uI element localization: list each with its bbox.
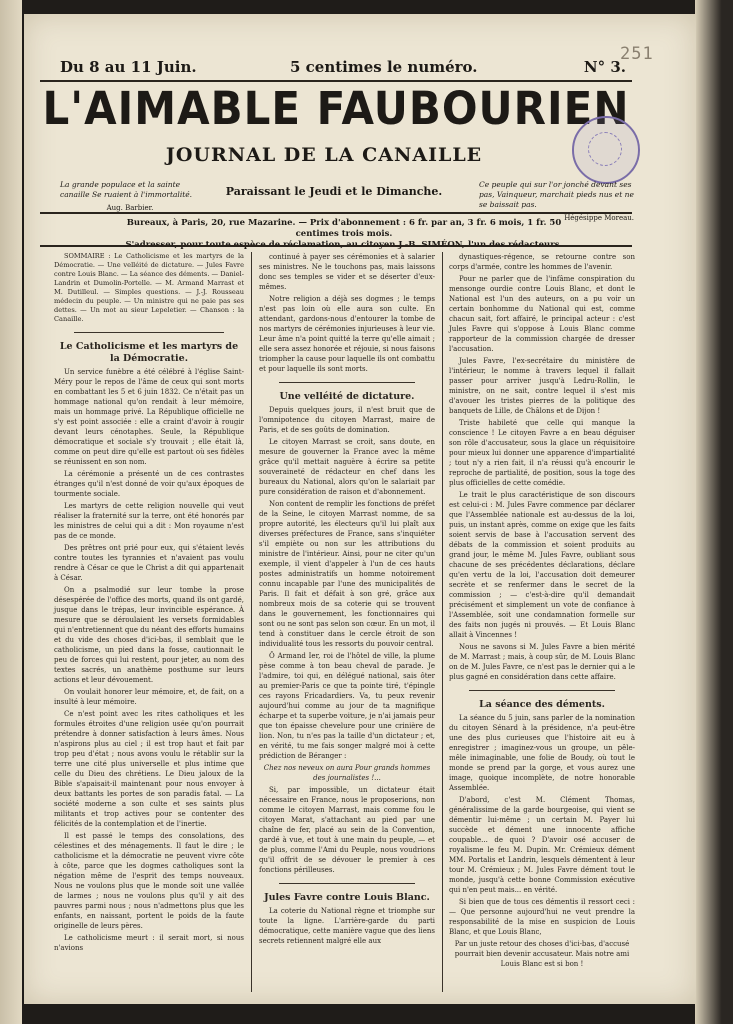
paragraph: dynastiques-régence, se retourne contre son corps d'armée, contre les hommes de l'avenir.	[449, 253, 635, 271]
separator	[279, 382, 415, 383]
newspaper-page	[24, 14, 696, 1004]
folio-number: 251	[620, 44, 654, 64]
column-3	[449, 252, 635, 971]
paragraph: Triste habileté que celle qui manque la conscience ! Le citoyen Favre a en beau déguiser son rôle d'accusateur, sous la glace un réquisitoire pour mieux lui donner une apparence d'impartialité ; tout n'y a rien fait, il n'a réussi qu'à encourir le reproche de partialité, de position, sous la toge des plus officielles de cette comédie.	[449, 419, 635, 487]
paragraph: Des prêtres ont prié pour eux, qui s'étaient levés contre toutes les tyrannies et n'avaient pas voulu rendre à César ce que le Christ a dit qui appartenait à César.	[54, 544, 244, 582]
separator	[279, 883, 415, 884]
sommaire: SOMMAIRE : Le Catholicisme et les martyrs de la Démocratie. — Une velléité de dictature. — Jules Favre contre Louis Blanc. — La séance des déments. — Daniel-Landrin et Dumolin-Portelle. — M. Armand Marrast et M. Dutilleul. — Simples questions. — J.-J. Rousseau médecin du peuple. — Un ministre qui ne paie pas ses dettes. — Un mot au sieur Lepeletier. — Chanson : la Canaille.	[54, 252, 245, 323]
paragraph: La coterie du National règne et triomphe sur toute la ligne. L'arrière-garde du parti démocratique, cette manière vague que des liens secrets retiennent malgré elle aux	[259, 907, 435, 945]
column-divider-1	[251, 252, 252, 992]
closing-lines: Par un juste retour des choses d'ici-bas, d'accusé pourrait bien devenir accusateur. Mais notre ami Louis Blanc est si bon !	[454, 940, 630, 968]
epigraph-left	[60, 180, 200, 213]
masthead-rule	[40, 212, 632, 214]
paragraph: Non content de remplir les fonctions de préfet de la Seine, le citoyen Marrast nomme, de sa propre autorité, les électeurs qu'il lui plaît aux diverses préfectures de France, sans s'inquiéter s'il empiète ou non sur les attributions du ministre de l'intérieur. Ainsi, pour ne citer qu'un exemple, il vient d'appeler à l'un de ces hauts postes administratifs un homme notoirement connu incapable par l'une des municipalités de Paris. Il fait et défait à son gré, grâce aux nombreux mois de sa coterie qui se trouvent dans le gouvernement, les fonctionnaires qui sont ou ne sont pas selon son cœur. En un mot, il tend à constituer dans le cercle étroit de son individualité tous les ressorts du pouvoir central.	[259, 500, 435, 648]
paragraph: La séance du 5 juin, sans parler de la nomination du citoyen Sénard à la présidence, n'a peut-être une des plus curieuses que l'histoire ait eu à enregistrer ; imaginez-vous un groupe, un pêle-mêle inimaginable, une folie de Boudy, où tout le monde se prend par la gorge, et vous aurez une image, quoique incomplète, de notre honorable Assemblée.	[449, 714, 635, 792]
paragraph: On voulait honorer leur mémoire, et, de fait, on a insulté à leur mémoire.	[54, 688, 244, 706]
article-heading-dements: La séance des déments.	[479, 699, 605, 710]
paragraph: Nous ne savons si M. Jules Favre a bien mérité de M. Marrast ; mais, à coup sûr, de M. Louis Blanc on de M. Jules Favre, ce n'est pas le dernier qui a le plus gagné en considération dans cette affaire.	[449, 643, 635, 681]
body-rule	[40, 245, 632, 247]
dateline	[60, 58, 626, 78]
paragraph: Si, par impossible, un dictateur était nécessaire en France, nous le proposerions, non comme le citoyen Marrast, mais comme fou le citoyen Marat, s'attachant au pied par une chaîne de fer, placé au sein de la Convention, gardé à vue, et tout à une main du peuple, — et de plus, comme l'Ami du Peuple, nous voudrions qu'il offrit de se dévouer le premier à ces fonctions périlleuses.	[259, 786, 435, 874]
paragraph: On a psalmodié sur leur tombe la prose désespérée de l'office des morts, quand ils ont gardé, jusque dans le trépas, leur invincible espérance. À mesure que se déroulaient les versets formidables qui n'entretiennent que du néant des efforts humains et du vide des choses d'ici-bas, il semblait que le catholicisme, un pied dans la fosse, cautionnait le peu de forces qui lui restent, pour jeter, au nom des textes sacrés, un anathème posthume sur leurs actions et leur dévouement.	[54, 586, 244, 684]
publication-days: Paraissant le Jeudi et le Dimanche.	[225, 185, 443, 198]
paragraph: Ô Armand Ier, roi de l'hôtel de ville, la plume pèse comme à ton beau cheval de parade. Je l'admire, toi qui, en délégué national, sais ôter au premier-Paris ce que ta pointe tiré, t'épingle ces rayons Fricadardiers. Va, tu peux revenir aujourd'hui comme au jour de ta magnifique écharpe et ta superbe voiture, je n'ai jamais peur que ton épaisse chevelure pour une crinière de lion. Non, tu n'es pas la taille d'un dictateur ; et, en vérité, tu me fais songer malgré moi à cette prédiction de Béranger :	[259, 652, 435, 760]
paragraph: Le catholicisme meurt : il serait mort, si nous n'avions	[54, 934, 244, 952]
page-edge	[695, 0, 733, 1024]
paragraph: Ce n'est point avec les rites catholiques et les formules étroites d'une religion usée qu'on pourrait prétendre à donner satisfaction à leurs âmes. Nous n'aspirons plus au ciel ; il est trop haut et fait par trop peu d'état ; nous avons voulu le rétablir sur la terre une cité plus universelle et plus intime que celle du Dieu des chrétiens. Le Dieu jaloux de la Bible s'apaisait-il maintenant pour nous envoyer à deux battants les portes de son paradis fatal. — La société moderne a son culte et ses saints plus militants et trop actives pour se contenter des félicités de la contemplation et de l'inertie.	[54, 710, 244, 828]
epigraph-left-text: La grande populace et la sainte canaille Se ruaient à l'immortalité.	[60, 180, 193, 199]
subscription-line-2: S'adresser, pour toute espèce de réclamation, au citoyen J.-B. SIMÉON, l'un des rédacteurs.	[125, 240, 563, 250]
paragraph: Si bien que de tous ces démentis il ressort ceci : — Que personne aujourd'hui ne veut prendre la responsabilité de la mise en suspicion de Louis Blanc, et que Louis Blanc,	[449, 898, 635, 936]
paragraph: Il est passé le temps des consolations, des célestines et des ménagements. Il faut le dire ; le catholicisme et la démocratie ne peuvent vivre côte à côte, parce que les dogmes catholiques sont la négation même de l'esprit des temps nouveaux. Nous ne voulons plus que le monde soit une vallée de larmes ; nous ne voulons plus qu'il y ait des pauvres parmi nous ; nous n'admettons plus que les enfants, en naissant, portent le poids de la faute originelle de leurs pères.	[54, 832, 244, 930]
issue-dates: Du 8 au 11 Juin.	[60, 58, 197, 76]
paragraph: Le citoyen Marrast se croit, sans doute, en mesure de gouverner la France avec la même grâce qu'il mettait naguère à écrire sa petite souveraineté de rédacteur en chef dans les bureaux du National, alors qu'on le salariait par pure considération de raison et d'abonnement.	[259, 438, 435, 496]
epigraph-left-author: Aug. Barbier.	[106, 204, 154, 212]
separator	[74, 332, 224, 333]
paragraph: La cérémonie a présenté un de ces contrastes étranges qu'il n'est donné de voir qu'aux époques de tourmente sociale.	[54, 470, 244, 498]
article-heading-dictature: Une velléité de dictature.	[279, 391, 415, 402]
epigraph-right-text: Ce peuple qui sur l'or jonché devant ses pas, Vainqueur, marchait pieds nus et ne se baissait pas.	[479, 180, 634, 209]
binding-spine	[0, 0, 22, 1024]
paragraph: Notre religion a déjà ses dogmes ; le temps n'est pas loin où elle aura son culte. En attendant, gardons-nous d'entourer la tombe de nos martyrs de cérémonies injurieuses à leur vie. Leur âme n'a point quitté la terre qu'elle aimait ; elle sera assez honorée et réjouie, si nous faisons triompher la cause pour laquelle ils ont combattu et pour laquelle ils sont morts.	[259, 295, 435, 373]
paragraph: Les martyrs de cette religion nouvelle qui veut réaliser la fraternité sur la terre, ont été honorés par les ministres de celui qui a dit : Mon royaume n'est pas de ce monde.	[54, 502, 244, 540]
paragraph: Un service funèbre a été célébré à l'église Saint-Méry pour le repos de l'âme de ceux qui sont morts en combattant les 5 et 6 juin 1832. Ce n'était pas un hommage national qu'on rendait à leur mémoire, mais un hommage privé. La République officielle ne s'y est point associée : elle a craint d'avoir à rougir devant leurs cénotaphes. Seule, la République démocratique et sociale s'y trouvait ; elle était là, comme on peut dire qu'elle est partout où ses fidèles se réunissent en son nom.	[54, 368, 244, 466]
paragraph: Depuis quelques jours, il n'est bruit que de l'omnipotence du citoyen Marrast, maire de Paris, et de ses goûts de domination.	[259, 406, 435, 434]
paragraph: continué à payer ses cérémonies et à salarier ses ministres. Ne le touchons pas, mais laissons donc ses temples se vider et se déserter d'eux-mêmes.	[259, 253, 435, 291]
separator	[469, 690, 615, 691]
issue-price: 5 centimes le numéro.	[290, 58, 478, 76]
newspaper-title: L'AIMABLE FAUBOURIEN	[42, 82, 630, 135]
paragraph: Jules Favre, l'ex-secrétaire du ministère de l'intérieur, le nomme à travers lequel il fallait passer pour arriver jusqu'à Ledru-Rollin, le ministre, on ne sait, contre lequel il s'est mis d'avouer les tristes pierres de la politique des banquets de Lille, de Châlons et de Dijon !	[449, 357, 635, 415]
column-1	[54, 252, 244, 955]
paragraph: Le trait le plus caractéristique de son discours est celui-ci : M. Jules Favre commence par déclarer que l'Assemblée nationale est au-dessus de la loi, puis, un instant après, comme on exige que les faits soient servis de base à l'accusation servent des débats de la commission et soient produits au grand jour, le même M. Jules Favre, oubliant sous chacune de ses précédentes déclarations, déclare qu'en vertu de la loi, l'accusation doit demeurer secrète et se renfermer dans le secret de la commission ; — c'est-à-dire qu'il demandait précisément et simplement un vote de confiance à l'Assemblée, soit une condamnation formelle sur des faits non jugés ni prouvés. — Et Louis Blanc allait à Vincennes !	[449, 491, 635, 639]
article-heading-catholicisme: Le Catholicisme et les martyrs de la Démocratie.	[59, 341, 239, 364]
poem-quote: Chez nos neveux on aura Pour grands hommes des journalistes !...	[263, 764, 431, 782]
issue-number: N° 3.	[583, 58, 626, 76]
paragraph: D'abord, c'est M. Clément Thomas, généralissime de la garde bourgeoise, qui vient se démentir lui-même ; un certain M. Payer lui succède et dément une innocente affiche coupable... de quoi ? D'avoir osé accuser de royalisme le feu M. Dupin. Mr. Crémieux dément MM. Portalis et Landrin, lesquels démentent à leur tour M. Crémieux ; M. Jules Favre dément tout le monde, jusqu'à cette bonne Commission exécutive qui n'en peut mais... en vérité.	[449, 796, 635, 894]
epigraph-right	[479, 180, 634, 223]
subscription-line-1: Bureaux, à Paris, 20, rue Mazarine. — Prix d'abonnement : 6 fr. par an, 3 fr. 6 mois, 1 fr. 50 centimes trois mois.	[126, 218, 562, 239]
column-2	[259, 252, 435, 948]
paragraph: Pour ne parler que de l'infâme conspiration du mensonge ourdie contre Louis Blanc, et dont le National est l'un des auteurs, on a pu voir un certain bonhomme du National qui est, comme chacun sait, fort affairé, le principal acteur : c'est Jules Favre qui s'oppose à Louis Blanc comme rapporteur de la commission chargée de dresser l'accusation.	[449, 275, 635, 353]
epigraph-right-author: Hégésippe Moreau.	[564, 214, 634, 222]
library-stamp-icon	[572, 116, 640, 184]
article-heading-favre: Jules Favre contre Louis Blanc.	[264, 892, 430, 903]
newspaper-subtitle: JOURNAL DE LA CANAILLE	[165, 144, 483, 166]
column-divider-2	[442, 252, 443, 992]
